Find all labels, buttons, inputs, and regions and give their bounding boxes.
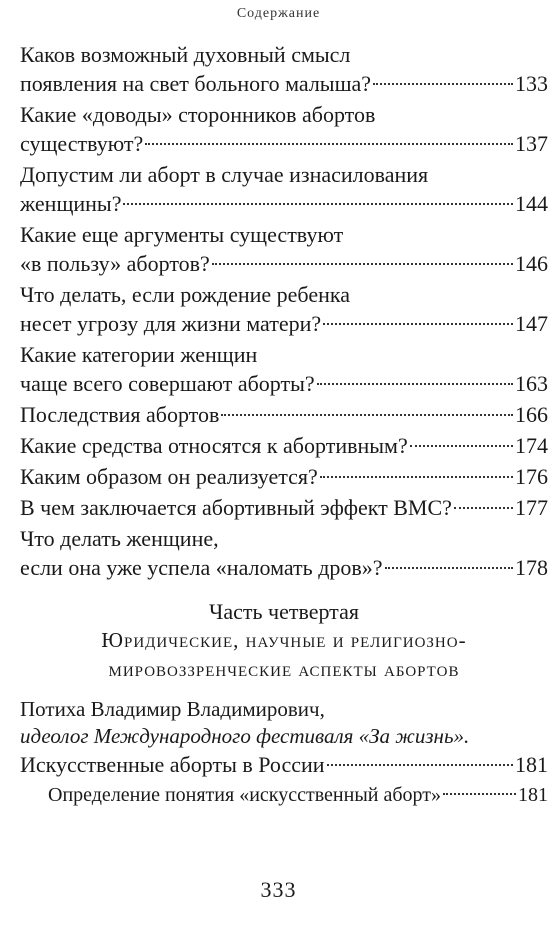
running-head: Содержание <box>236 6 321 21</box>
toc-entry <box>20 431 548 460</box>
toc-entry-line2: В чем заключается абортивный эффект ВМС? <box>20 495 452 520</box>
toc-entry-line1: Каков возможный духовный смысл <box>20 42 351 67</box>
toc-entry-line1: Какие еще аргументы существуют <box>20 222 344 247</box>
toc-sub-entry <box>48 781 548 810</box>
toc-entry-line2: несет угрозу для жизни матери? <box>20 311 322 336</box>
dot-leader <box>320 476 513 478</box>
toc-entry <box>20 40 548 98</box>
toc-entry-line2: Последствия абортов <box>20 402 220 427</box>
toc-entry <box>20 462 548 491</box>
toc-page-number: 146 <box>515 251 548 276</box>
part-heading <box>20 598 548 684</box>
part-title: Часть четвертая <box>209 599 359 624</box>
author-name: Потиха Владимир Владимирович, <box>20 697 325 721</box>
toc-entry-line2: женщины? <box>20 191 122 216</box>
dot-leader <box>323 323 513 325</box>
page-number: 333 <box>260 877 297 902</box>
toc-entry <box>20 100 548 158</box>
author-block <box>20 696 548 750</box>
toc-page-number: 174 <box>515 433 548 458</box>
toc-page-number: 147 <box>515 311 548 336</box>
toc-page-number: 144 <box>515 191 548 216</box>
dot-leader <box>221 414 513 416</box>
dot-leader <box>385 567 513 569</box>
toc-entry-line1: Что делать женщине, <box>20 526 219 551</box>
toc-entry <box>20 400 548 429</box>
dot-leader <box>443 793 516 795</box>
toc-entry <box>20 493 548 522</box>
part-subtitle-line1: Юридические, научные и религиозно- <box>101 628 467 652</box>
toc-page-number: 181 <box>518 784 548 806</box>
dot-leader <box>454 507 513 509</box>
toc-entry <box>20 160 548 218</box>
toc-entry-line2: существуют? <box>20 131 144 156</box>
toc-entry-line2: появления на свет больного малыша? <box>20 71 372 96</box>
part-subtitle-line2: мировоззренческие аспекты абортов <box>108 657 460 681</box>
toc-sub-entry-text: Определение понятия «искусственный аборт» <box>48 784 441 806</box>
toc-page-number: 166 <box>515 402 548 427</box>
toc-entry <box>20 220 548 278</box>
toc-page-number: 133 <box>515 71 548 96</box>
toc-page-number: 176 <box>515 464 548 489</box>
toc-entry-line1: Какие «доводы» сторонников абортов <box>20 102 376 127</box>
toc-entry <box>20 524 548 582</box>
table-of-contents <box>20 40 548 812</box>
dot-leader <box>327 764 513 766</box>
toc-entry-text: Искусственные аборты в России <box>20 752 325 777</box>
toc-page-number: 178 <box>515 555 548 580</box>
dot-leader <box>145 143 513 145</box>
toc-entry <box>20 280 548 338</box>
toc-page-number: 181 <box>515 752 548 777</box>
toc-entry <box>20 340 548 398</box>
toc-entry-line2: Каким образом он реализуется? <box>20 464 318 489</box>
toc-entry-line2: Какие средства относятся к абортивным? <box>20 433 408 458</box>
toc-entry-line2: если она уже успела «наломать дров»? <box>20 555 383 580</box>
author-role: идеолог Международного фестиваля «За жизнь». <box>20 724 470 748</box>
dot-leader <box>373 83 513 85</box>
toc-entry-line1: Какие категории женщин <box>20 342 258 367</box>
toc-page-number: 163 <box>515 371 548 396</box>
toc-entry-line1: Что делать, если рождение ребенка <box>20 282 350 307</box>
dot-leader <box>317 383 513 385</box>
toc-page-number: 177 <box>515 495 548 520</box>
toc-entry-line2: «в пользу» абортов? <box>20 251 210 276</box>
toc-entry-line2: чаще всего совершают аборты? <box>20 371 315 396</box>
toc-entry-line1: Допустим ли аборт в случае изнасилования <box>20 162 429 187</box>
toc-page-number: 137 <box>515 131 548 156</box>
dot-leader <box>123 203 513 205</box>
toc-entry <box>20 750 548 779</box>
dot-leader <box>212 263 513 265</box>
dot-leader <box>410 445 513 447</box>
